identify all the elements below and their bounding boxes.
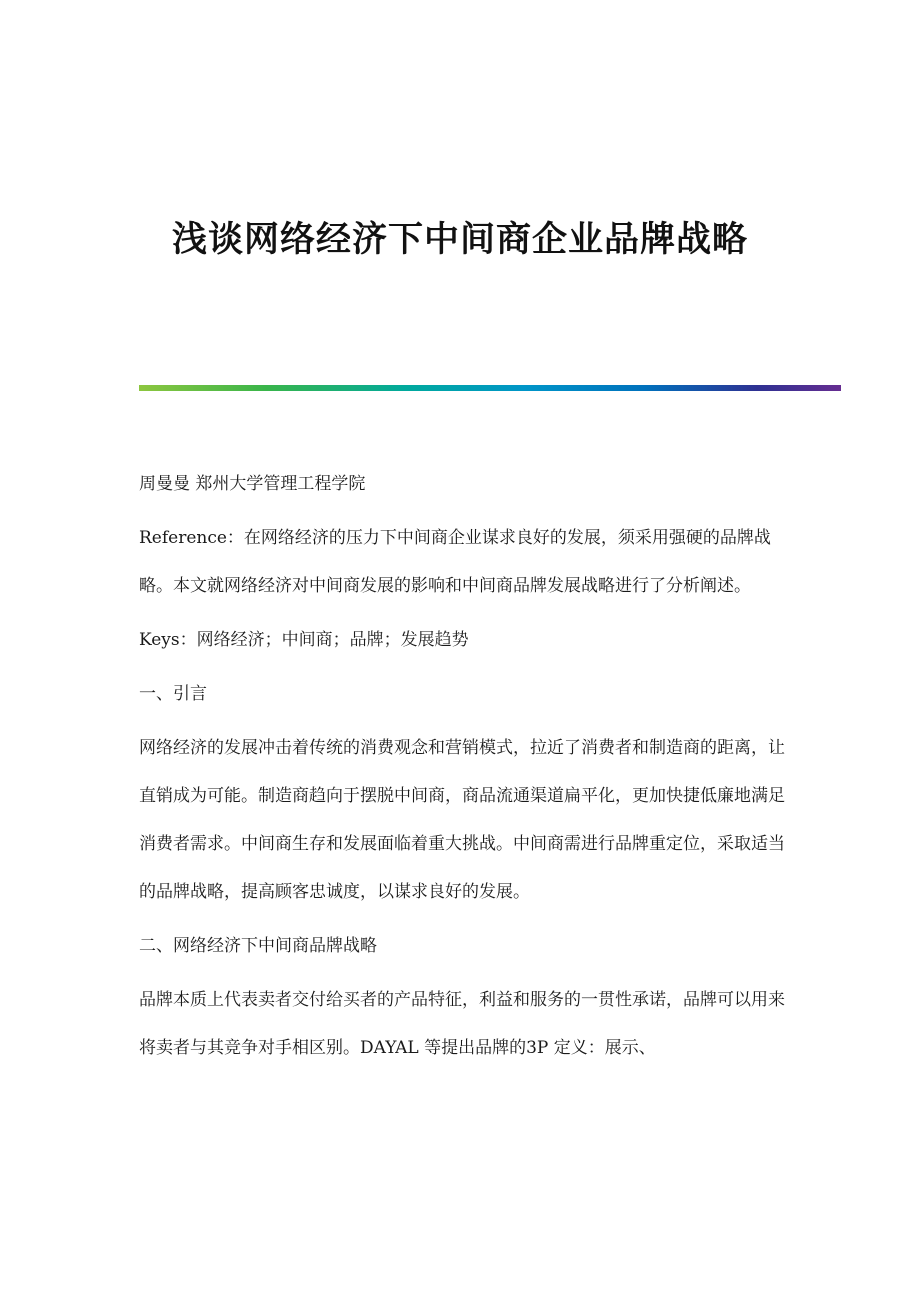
strategy-paragraph: 品牌本质上代表卖者交付给买者的产品特征，利益和服务的一贯性承诺，品牌可以用来将卖者与其竞争对手相区别。DAYAL 等提出品牌的3P 定义：展示、 <box>139 990 785 1058</box>
document-title: 浅谈网络经济下中间商企业品牌战略 <box>171 219 748 260</box>
gradient-divider <box>139 385 841 391</box>
section-heading-strategy: 二、网络经济下中间商品牌战略 <box>139 936 377 956</box>
keywords-line: Keys：网络经济；中间商；品牌；发展趋势 <box>139 630 469 650</box>
section-heading-intro: 一、引言 <box>139 684 207 704</box>
reference-paragraph: Reference：在网络经济的压力下中间商企业谋求良好的发展，须采用强硬的品牌战略。本文就网络经济对中间商发展的影响和中间商品牌发展战略进行了分析阐述。 <box>139 528 771 596</box>
intro-paragraph: 网络经济的发展冲击着传统的消费观念和营销模式，拉近了消费者和制造商的距离，让直销成为可能。制造商趋向于摆脱中间商，商品流通渠道扁平化，更加快捷低廉地满足消费者需求。中间商生存和发展面临着重大挑战。中间商需进行品牌重定位，采取适当的品牌战略，提高顾客忠诚度，以谋求良好的发展。 <box>139 738 785 902</box>
author-line: 周曼曼 郑州大学管理工程学院 <box>139 474 366 494</box>
document-body <box>139 460 789 1078</box>
